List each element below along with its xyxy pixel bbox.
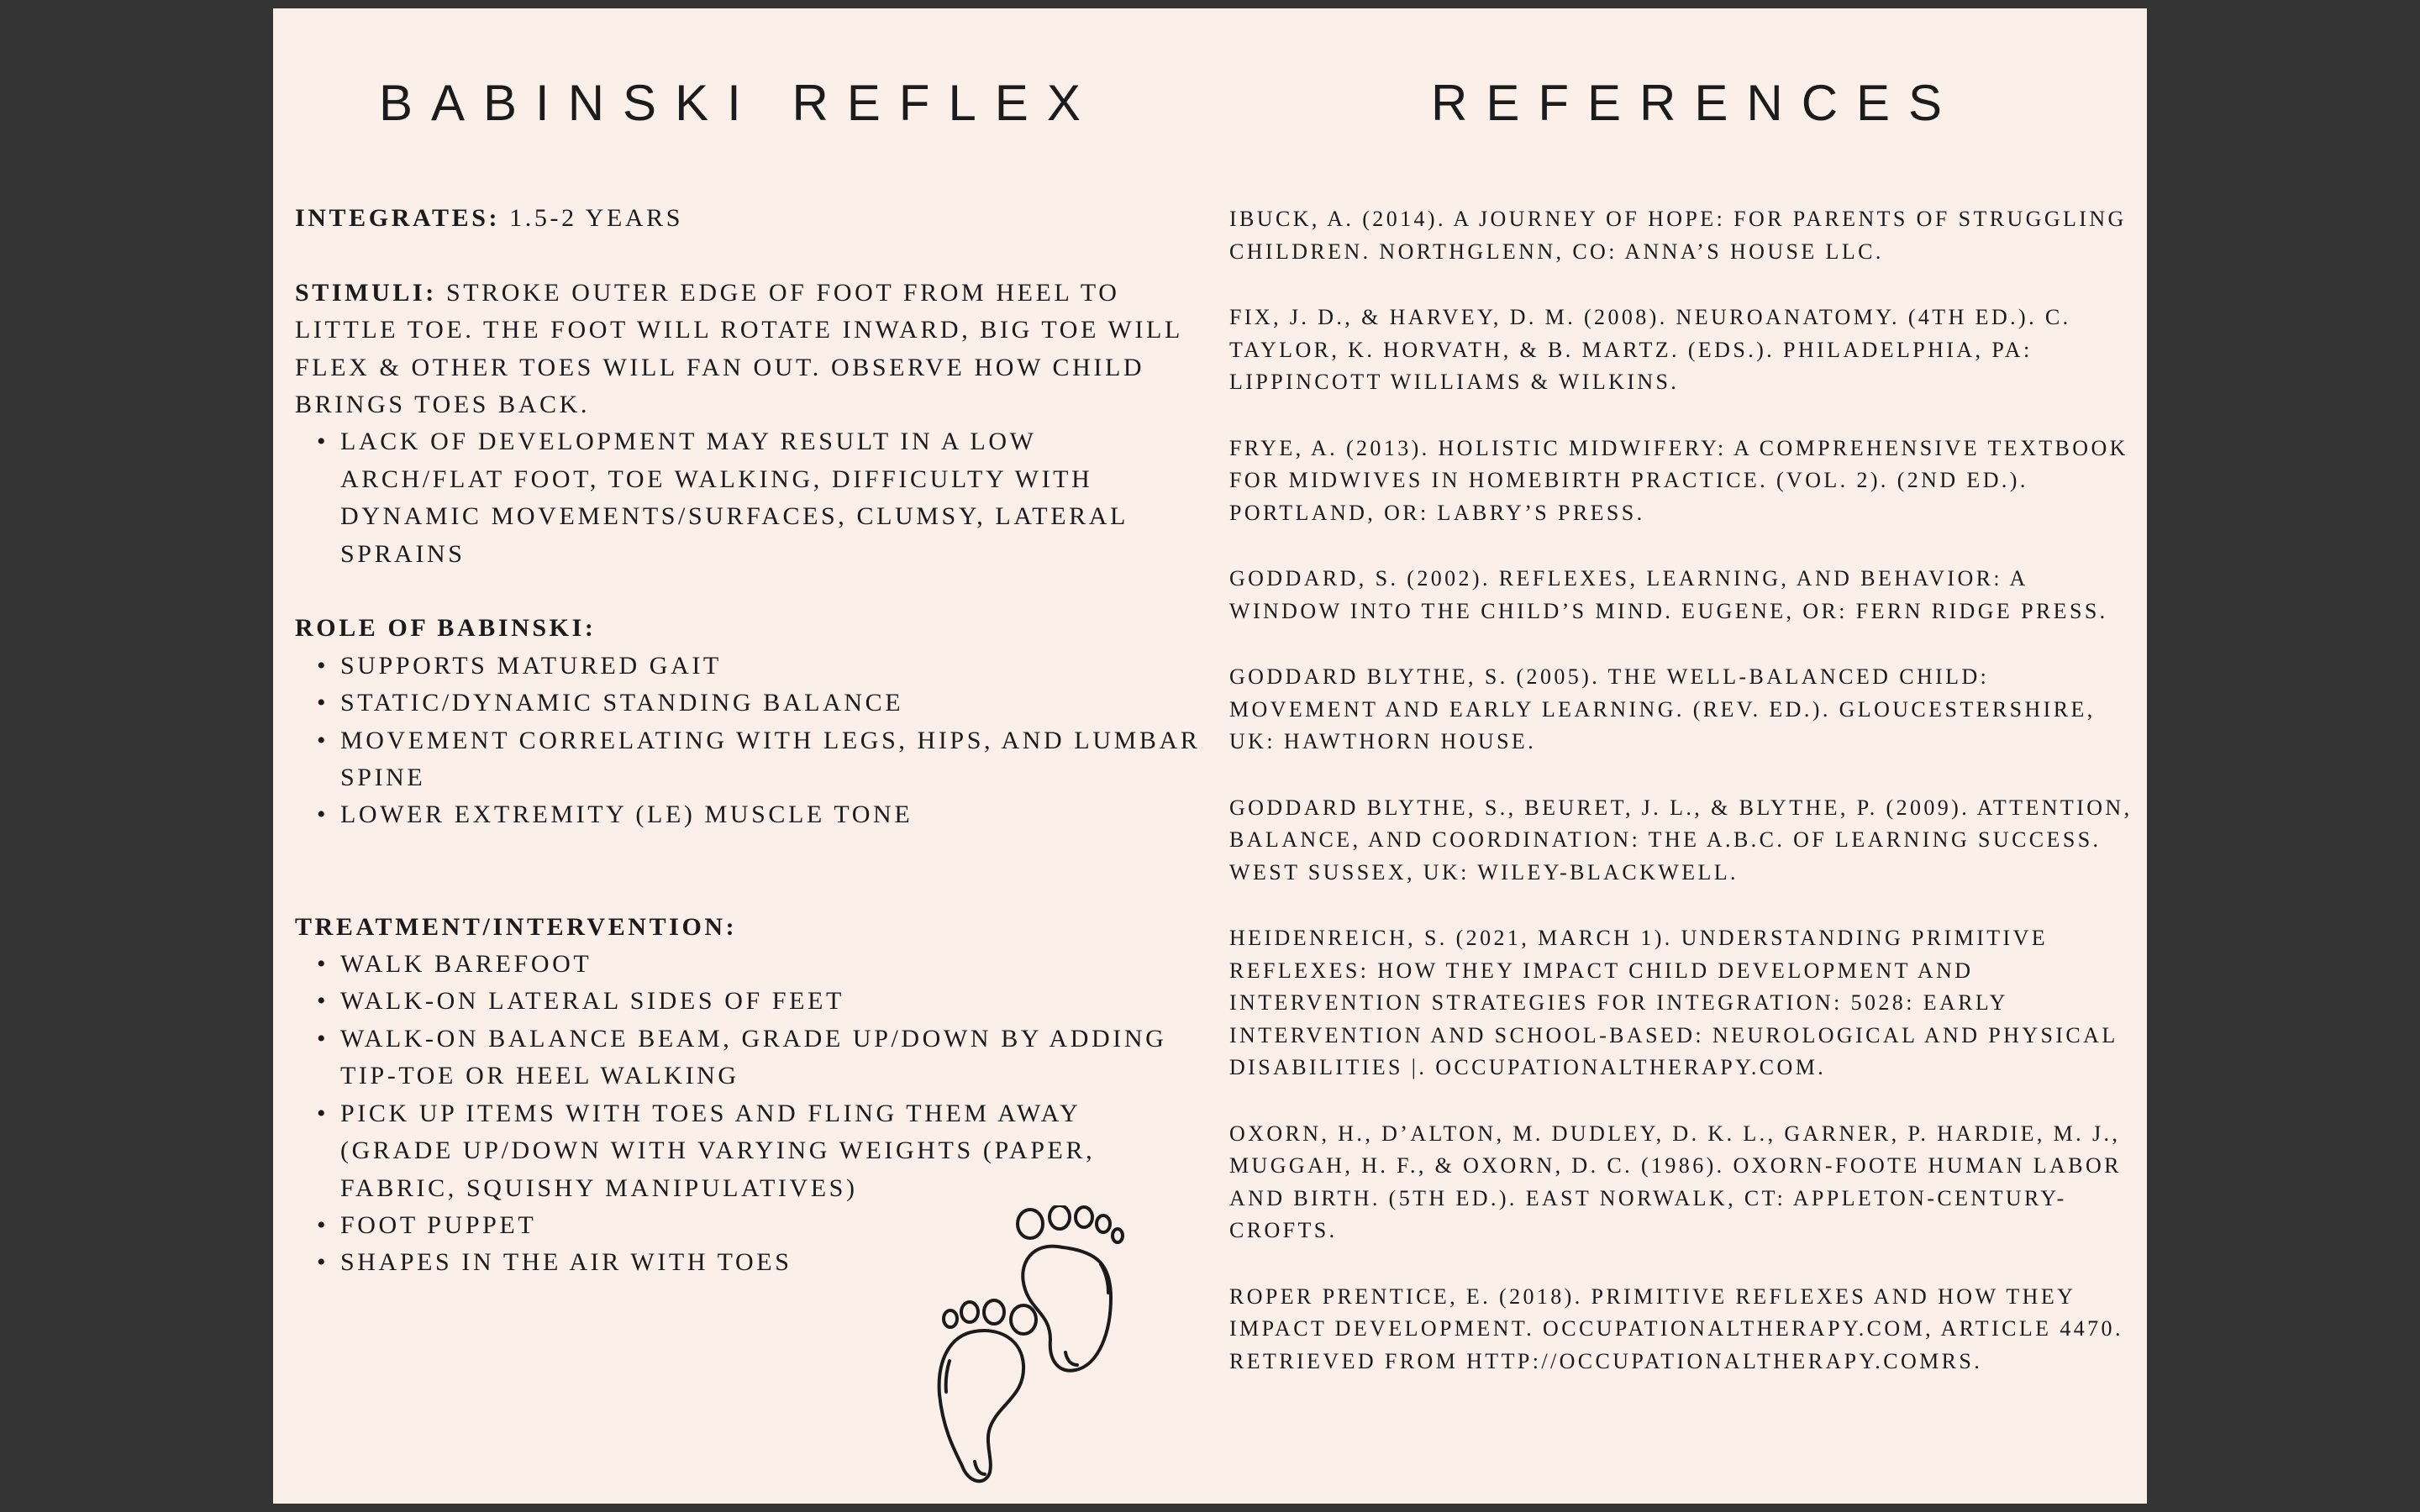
- list-item: • FOOT PUPPET: [340, 1207, 1202, 1244]
- list-item: • PICK UP ITEMS WITH TOES AND FLING THEM AWAY (GRADE UP/DOWN WITH VARYING WEIGHTS (PAPER, FABRIC, SQUISHY MANIPULATIVES): [340, 1095, 1202, 1207]
- reference-item: FIX, J. D., & HARVEY, D. M. (2008). NEUROANATOMY. (4TH ED.). C. TAYLOR, K. HORVATH, & B. MARTZ. (EDS.). PHILADELPHIA, PA: LIPPINCOTT WILLIAMS & WILKINS.: [1229, 305, 2071, 394]
- page-title-babinski-reflex: BABINSKI REFLEX: [379, 75, 1099, 131]
- stimuli-bullet-list: [295, 423, 1202, 573]
- list-item: • STATIC/DYNAMIC STANDING BALANCE: [340, 685, 1202, 722]
- integrates-label: INTEGRATES:: [295, 204, 501, 232]
- reference-item: OXORN, H., D’ALTON, M. DUDLEY, D. K. L., GARNER, P. HARDIE, M. J., MUGGAH, H. F., & OXORN, D. C. (1986). OXORN-FOOTE HUMAN LABOR AND BIRTH. (5TH ED.). EAST NORWALK, CT: APPLETON-CENTURY-CROFTS.: [1229, 1121, 2122, 1242]
- integrates-line: [295, 200, 1202, 237]
- role-label: ROLE OF BABINSKI:: [295, 614, 597, 643]
- list-item: • SHAPES IN THE AIR WITH TOES: [340, 1244, 1202, 1281]
- list-item: • LOWER EXTREMITY (LE) MUSCLE TONE: [340, 796, 1202, 833]
- role-heading: [295, 610, 1202, 647]
- list-item: • WALK-ON LATERAL SIDES OF FEET: [340, 983, 1202, 1020]
- reference-item: GODDARD BLYTHE, S., BEURET, J. L., & BLYTHE, P. (2009). ATTENTION, BALANCE, AND COORDINATION: THE A.B.C. OF LEARNING SUCCESS. WEST SUSSEX, UK: WILEY-BLACKWELL.: [1229, 795, 2133, 885]
- list-item: • WALK-ON BALANCE BEAM, GRADE UP/DOWN BY ADDING TIP-TOE OR HEEL WALKING: [340, 1021, 1202, 1095]
- document-page: [273, 8, 2147, 1504]
- treatment-label: TREATMENT/INTERVENTION:: [295, 912, 738, 941]
- treatment-heading: [295, 909, 1202, 946]
- list-item: • WALK BAREFOOT: [340, 946, 1202, 983]
- reference-item: GODDARD, S. (2002). REFLEXES, LEARNING, AND BEHAVIOR: A WINDOW INTO THE CHILD’S MIND. EUGENE, OR: FERN RIDGE PRESS.: [1229, 566, 2108, 623]
- list-item: • SUPPORTS MATURED GAIT: [340, 648, 1202, 685]
- reference-item: IBUCK, A. (2014). A JOURNEY OF HOPE: FOR PARENTS OF STRUGGLING CHILDREN. NORTHGLENN, CO: ANNA’S HOUSE LLC.: [1229, 207, 2127, 264]
- reflex-details: [295, 200, 1202, 1282]
- footprints-icon: [933, 1205, 1134, 1491]
- reference-item: GODDARD BLYTHE, S. (2005). THE WELL-BALANCED CHILD: MOVEMENT AND EARLY LEARNING. (REV. ED.). GLOUCESTERSHIRE, UK: HAWTHORN HOUSE.: [1229, 664, 2096, 753]
- reference-item: ROPER PRENTICE, E. (2018). PRIMITIVE REFLEXES AND HOW THEY IMPACT DEVELOPMENT. OCCUPATIONALTHERAPY.COM, ARTICLE 4470. RETRIEVED FROM HTTP://OCCUPATIONALTHERAPY.COMRS.: [1229, 1284, 2123, 1373]
- role-bullet-list: [295, 648, 1202, 834]
- page-title-references: REFERENCES: [1431, 75, 1961, 131]
- list-item: • MOVEMENT CORRELATING WITH LEGS, HIPS, AND LUMBAR SPINE: [340, 722, 1202, 797]
- integrates-value: 1.5-2 YEARS: [509, 204, 684, 232]
- stimuli-paragraph: [295, 275, 1202, 424]
- reference-item: HEIDENREICH, S. (2021, MARCH 1). UNDERSTANDING PRIMITIVE REFLEXES: HOW THEY IMPACT CHILD DEVELOPMENT AND INTERVENTION STRATEGIES FOR INTEGRATION: 5028: EARLY INTERVENTION AND SCHOOL-BASED: NEUROLOGICAL AND PHYSICAL DISABILITIES |. OCCUPATIONALTHERAPY.COM.: [1229, 926, 2118, 1079]
- reference-item: FRYE, A. (2013). HOLISTIC MIDWIFERY: A COMPREHENSIVE TEXTBOOK FOR MIDWIVES IN HOMEBIRTH PRACTICE. (VOL. 2). (2ND ED.). PORTLAND, OR: LABRY’S PRESS.: [1229, 435, 2128, 525]
- references-list: [1229, 203, 2137, 1411]
- stimuli-label: STIMULI:: [295, 278, 437, 307]
- stimuli-text: STROKE OUTER EDGE OF FOOT FROM HEEL TO LITTLE TOE. THE FOOT WILL ROTATE INWARD, BIG TOE WILL FLEX & OTHER TOES WILL FAN OUT. OBSERVE HOW CHILD BRINGS TOES BACK.: [295, 278, 1182, 419]
- list-item: • LACK OF DEVELOPMENT MAY RESULT IN A LOW ARCH/FLAT FOOT, TOE WALKING, DIFFICULTY WITH DYNAMIC MOVEMENTS/SURFACES, CLUMSY, LATERAL SPRAINS: [340, 423, 1202, 573]
